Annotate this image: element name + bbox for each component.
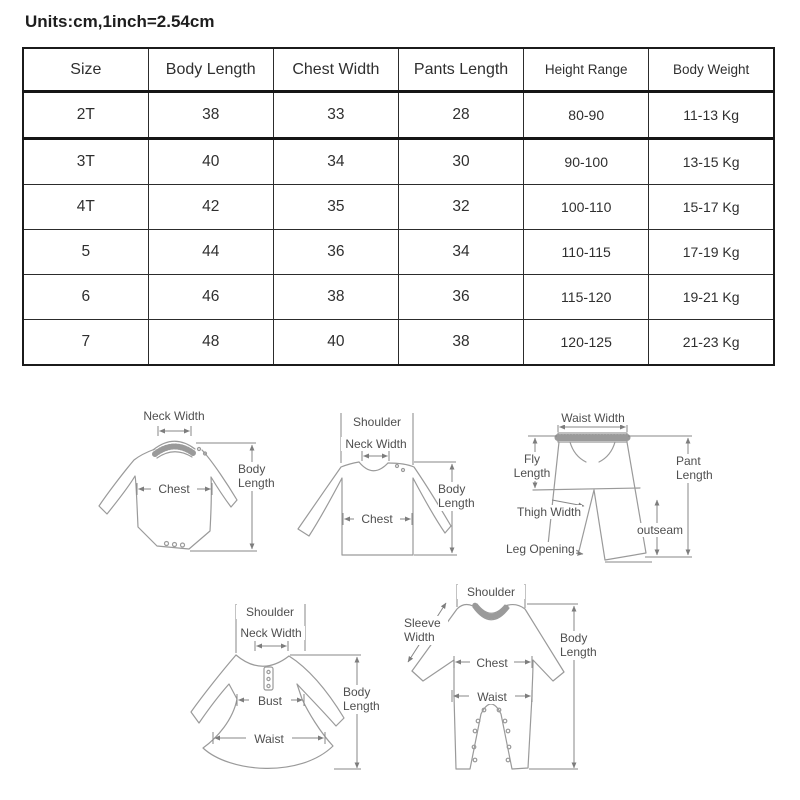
table-cell: 115-120 <box>524 275 649 320</box>
body-length-label: Body Length <box>560 631 606 660</box>
shoulder-label: Shoulder <box>457 585 525 599</box>
outseam-label: outseam <box>637 523 684 537</box>
table-cell: 36 <box>398 275 523 320</box>
table-cell: 34 <box>273 139 398 185</box>
fly-length-label: Fly Length <box>510 452 554 481</box>
waist-width-label: Waist Width <box>557 411 629 425</box>
table-cell: 40 <box>148 139 273 185</box>
dress-diagram <box>185 595 395 800</box>
table-row <box>23 230 774 275</box>
sweater-diagram <box>295 405 495 573</box>
table-cell: 34 <box>398 230 523 275</box>
table-cell: 38 <box>273 275 398 320</box>
table-cell: 35 <box>273 185 398 230</box>
table-row <box>23 185 774 230</box>
table-cell: 11-13 Kg <box>649 92 774 139</box>
table-cell: 21-23 Kg <box>649 320 774 366</box>
units-title: Units:cm,1inch=2.54cm <box>25 12 215 31</box>
shoulder-label: Shoulder <box>342 415 412 429</box>
table-cell: 3T <box>23 139 148 185</box>
table-cell: 6 <box>23 275 148 320</box>
waist-label: Waist <box>469 690 515 704</box>
table-cell: 30 <box>398 139 523 185</box>
table-row <box>23 275 774 320</box>
table-cell: 110-115 <box>524 230 649 275</box>
column-header-height-range: Height Range <box>524 48 649 92</box>
thigh-width-label: Thigh Width <box>517 505 582 519</box>
dress-outline <box>191 655 344 768</box>
table-header-row <box>23 48 774 92</box>
column-header-body-weight: Body Weight <box>649 48 774 92</box>
table-cell: 7 <box>23 320 148 366</box>
table-cell: 90-100 <box>524 139 649 185</box>
table-cell: 36 <box>273 230 398 275</box>
table-cell: 80-90 <box>524 92 649 139</box>
table-cell: 5 <box>23 230 148 275</box>
sleeve-width-label: Sleeve Width <box>404 616 448 645</box>
table-cell: 100-110 <box>524 185 649 230</box>
table-row <box>23 92 774 139</box>
table-cell: 19-21 Kg <box>649 275 774 320</box>
table-cell: 2T <box>23 92 148 139</box>
bust-label: Bust <box>249 694 291 708</box>
neck-width-label: Neck Width <box>237 626 305 640</box>
column-header-chest-width: Chest Width <box>273 48 398 92</box>
leg-opening-label: Leg Opening <box>506 542 575 556</box>
table-row <box>23 139 774 185</box>
column-header-size: Size <box>23 48 148 92</box>
pants-diagram <box>500 405 725 577</box>
table-cell: 38 <box>148 92 273 139</box>
table-cell: 120-125 <box>524 320 649 366</box>
body-length-label: Body Length <box>438 482 484 511</box>
table-cell: 38 <box>398 320 523 366</box>
bodysuit-diagram <box>95 405 295 573</box>
neck-width-label: Neck Width <box>124 409 224 423</box>
neck-width-label: Neck Width <box>341 437 411 451</box>
table-cell: 44 <box>148 230 273 275</box>
column-header-pants-length: Pants Length <box>398 48 523 92</box>
table-cell: 17-19 Kg <box>649 230 774 275</box>
table-cell: 32 <box>398 185 523 230</box>
table-cell: 42 <box>148 185 273 230</box>
column-header-body-length: Body Length <box>148 48 273 92</box>
table-cell: 28 <box>398 92 523 139</box>
size-table <box>22 47 775 366</box>
table-cell: 40 <box>273 320 398 366</box>
chest-label: Chest <box>151 482 197 496</box>
table-cell: 46 <box>148 275 273 320</box>
table-cell: 48 <box>148 320 273 366</box>
romper-dimension-lines <box>408 584 578 769</box>
romper-diagram <box>400 575 615 800</box>
waist-label: Waist <box>246 732 292 746</box>
chest-label: Chest <box>354 512 400 526</box>
table-cell: 33 <box>273 92 398 139</box>
pants-dimension-lines <box>528 422 692 562</box>
romper-illustration <box>400 575 615 800</box>
table-cell: 15-17 Kg <box>649 185 774 230</box>
table-cell: 4T <box>23 185 148 230</box>
pant-length-label: Pant Length <box>676 454 720 483</box>
table-row <box>23 320 774 366</box>
body-length-label: Body Length <box>238 462 284 491</box>
body-length-label: Body Length <box>343 685 389 714</box>
table-cell: 13-15 Kg <box>649 139 774 185</box>
sweater-outline <box>298 462 451 555</box>
chest-label: Chest <box>470 656 514 670</box>
shoulder-label: Shoulder <box>236 605 304 619</box>
